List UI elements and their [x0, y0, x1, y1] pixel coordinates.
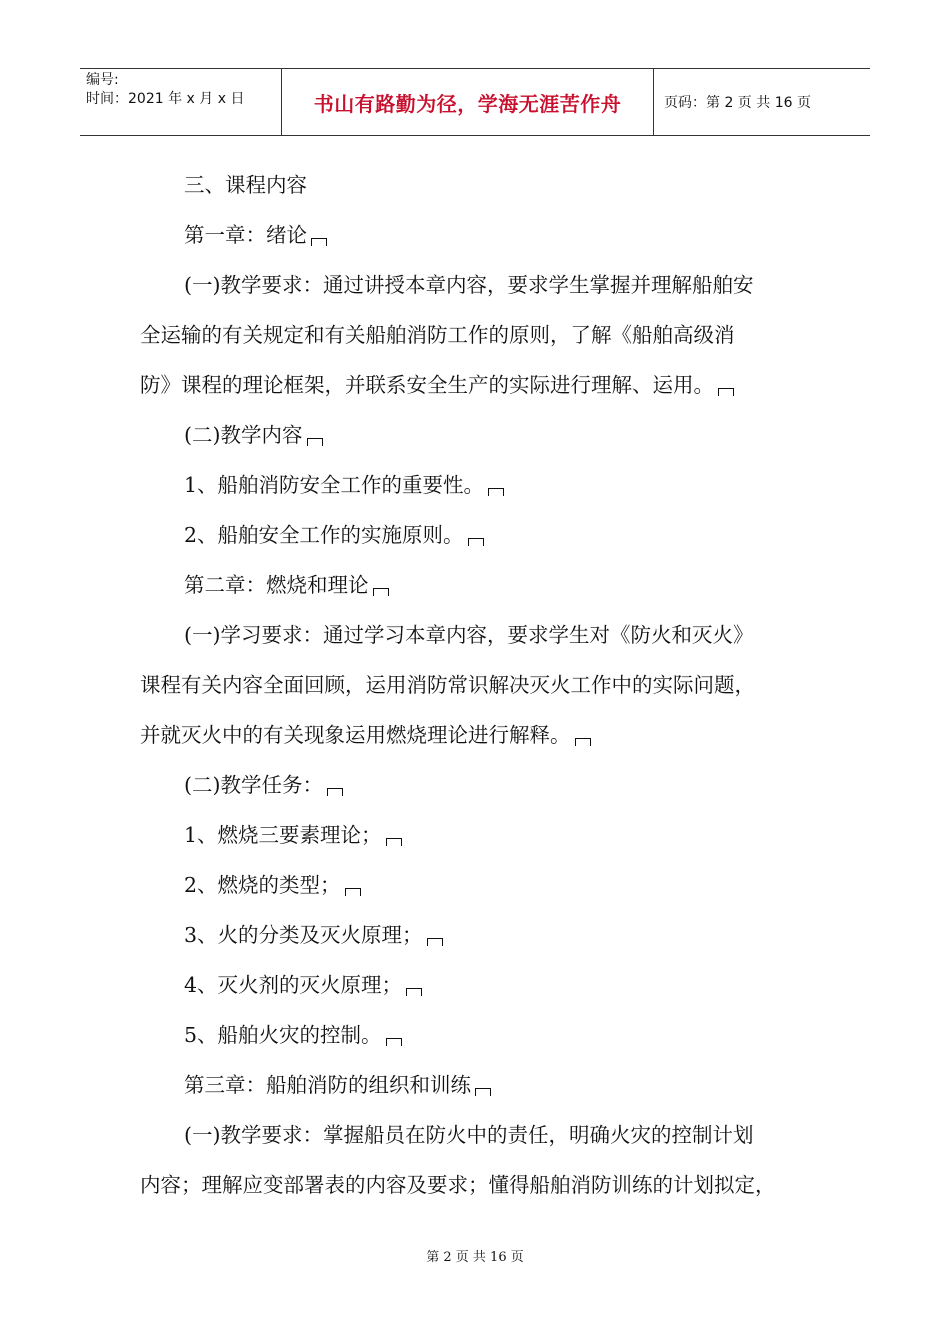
text-line	[140, 760, 820, 810]
paragraph-mark-icon	[488, 488, 504, 496]
text-line	[140, 460, 820, 510]
text-line	[140, 910, 820, 960]
text-line	[140, 960, 820, 1010]
text-line-content: 课程有关内容全面回顾，运用消防常识解决灭火工作中的实际问题，	[140, 673, 755, 697]
text-line-content: (一)教学要求：通过讲授本章内容，要求学生掌握并理解船舶安	[184, 273, 754, 297]
text-line	[140, 560, 820, 610]
header-meta	[80, 69, 282, 135]
text-line-content: 2、燃烧的类型；	[184, 873, 341, 897]
text-line	[140, 360, 820, 410]
text-line-content: 并就灭火中的有关现象运用燃烧理论进行解释。	[140, 723, 571, 747]
text-line-content: (一)学习要求：通过学习本章内容，要求学生对《防火和灭火》	[184, 623, 754, 647]
page-footer: 第 2 页 共 16 页	[426, 1250, 524, 1265]
text-line-content: 2、船舶安全工作的实施原则。	[184, 523, 464, 547]
text-line	[140, 710, 820, 760]
text-line	[140, 510, 820, 560]
paragraph-mark-icon	[311, 238, 327, 246]
paragraph-mark-icon	[345, 888, 361, 896]
text-line-content: 3、火的分类及灭火原理；	[184, 923, 423, 947]
text-line-content: 三、课程内容	[184, 173, 307, 197]
text-line-content: 1、燃烧三要素理论；	[184, 823, 382, 847]
paragraph-mark-icon	[327, 788, 343, 796]
paragraph-mark-icon	[468, 538, 484, 546]
text-line-content: 防》课程的理论框架，并联系安全生产的实际进行理解、运用。	[140, 373, 714, 397]
paragraph-mark-icon	[406, 988, 422, 996]
text-line-content: (一)教学要求：掌握船员在防火中的责任，明确火灾的控制计划	[184, 1123, 754, 1147]
text-line	[140, 1060, 820, 1110]
text-line-content: 5、船舶火灾的控制。	[184, 1023, 382, 1047]
text-line	[140, 1010, 820, 1060]
text-line-content: 第二章：燃烧和理论	[184, 573, 369, 597]
header-motto: 书山有路勤为径，学海无涯苦作舟	[282, 69, 654, 135]
text-line	[140, 610, 820, 660]
text-line	[140, 810, 820, 860]
text-line	[140, 1110, 820, 1160]
text-line-content: 第三章：船舶消防的组织和训练	[184, 1073, 471, 1097]
paragraph-mark-icon	[575, 738, 591, 746]
text-line	[140, 160, 820, 210]
paragraph-mark-icon	[718, 388, 734, 396]
paragraph-mark-icon	[386, 1038, 402, 1046]
text-line	[140, 410, 820, 460]
number-label: 编号:	[86, 72, 119, 88]
paragraph-mark-icon	[475, 1088, 491, 1096]
text-line-content: 1、船舶消防安全工作的重要性。	[184, 473, 485, 497]
paragraph-mark-icon	[307, 438, 323, 446]
text-line	[140, 260, 820, 310]
text-line	[140, 210, 820, 260]
text-line-content: (二)教学任务：	[184, 773, 323, 797]
document-body	[140, 160, 820, 1210]
date-label: 时间：2021 年 x 月 x 日	[86, 91, 245, 107]
page-header	[80, 68, 870, 136]
text-line-content: 第一章：绪论	[184, 223, 307, 247]
text-line	[140, 310, 820, 360]
text-line-content: (二)教学内容	[184, 423, 303, 447]
header-page-label: 页码：第 2 页 共 16 页	[664, 95, 811, 111]
text-line	[140, 860, 820, 910]
paragraph-mark-icon	[427, 938, 443, 946]
paragraph-mark-icon	[373, 588, 389, 596]
text-line-content: 4、灭火剂的灭火原理；	[184, 973, 403, 997]
text-line	[140, 660, 820, 710]
text-line-content: 内容；理解应变部署表的内容及要求；懂得船舶消防训练的计划拟定，	[140, 1173, 776, 1197]
paragraph-mark-icon	[386, 838, 402, 846]
text-line	[140, 1160, 820, 1210]
text-line-content: 全运输的有关规定和有关船舶消防工作的原则，了解《船舶高级消	[140, 323, 735, 347]
